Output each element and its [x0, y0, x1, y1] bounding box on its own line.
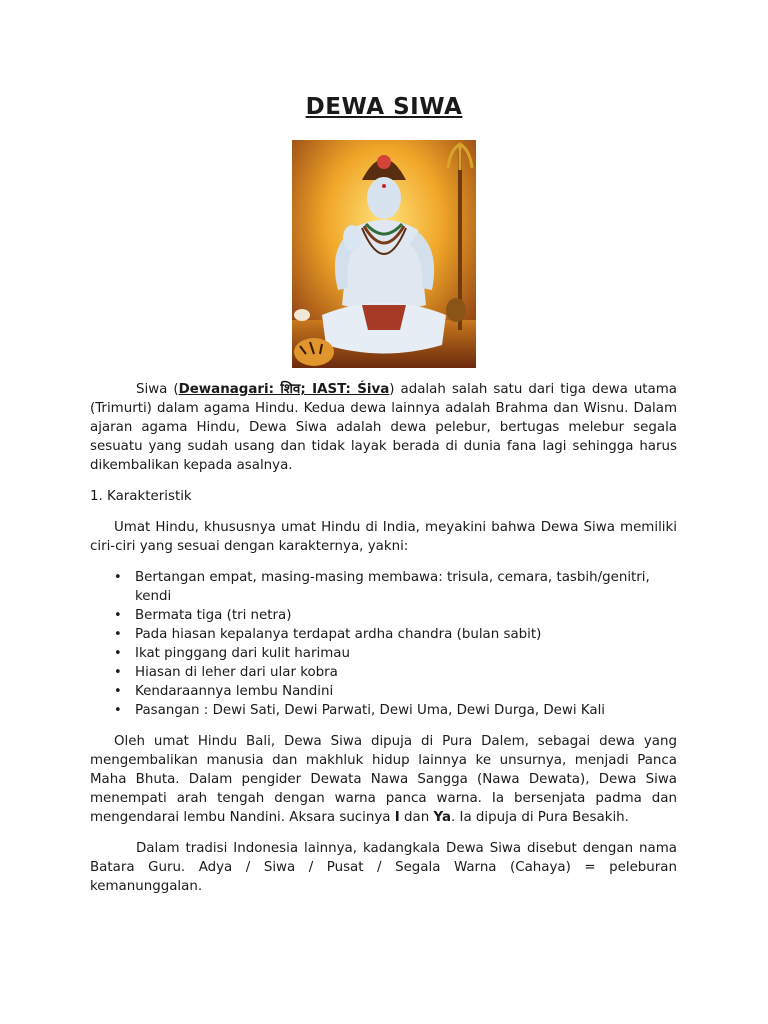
bali-paragraph — [90, 732, 677, 827]
page-title: DEWA SIWA — [305, 94, 463, 120]
intro-paragraph — [90, 380, 677, 475]
shiva-image — [292, 140, 476, 368]
list-item: • Pada hiasan kepalanya terdapat ardha chandra (bulan sabit) — [90, 625, 677, 644]
section-heading: 1. Karakteristik — [90, 489, 192, 504]
devanagari-link[interactable]: Dewanagari: शिव; IAST: Śiva — [178, 382, 390, 397]
bali-text: Oleh umat Hindu Bali, Dewa Siwa dipuja di Pura Dalem, sebagai dewa yang mengembalikan manusia dan makhluk hidup lainnya ke unsurnya, menjadi Panca Maha Bhuta. Dalam pengider Dewata Nawa Sangga (Nawa Dewata), Dewa Siwa menempati arah tengah dengan warna panca warna. Ia bersenjata padma dan mengendarai lembu Nandini. Aksara sucinya — [90, 734, 677, 825]
article-body — [90, 380, 677, 896]
bali-and: dan — [399, 810, 434, 825]
intro-text-end: ) adalah salah satu dari tiga dewa utama (Trimurti) dalam agama Hindu. Kedua dewa lainnya adalah Brahma dan Wisnu. Dalam ajaran agama Hindu, Dewa Siwa adalah dewa pelebur, bertugas melebur segala sesuatu yang sudah usang dan tidak layak berada di dunia fana lagi sehingga harus dikembalikan kepada asalnya. — [90, 382, 678, 473]
traits-list — [90, 568, 677, 720]
intro-text-start: Siwa ( — [136, 382, 179, 397]
tradition-paragraph: Dalam tradisi Indonesia lainnya, kadangkala Dewa Siwa disebut dengan nama Batara Guru. Adya / Siwa / Pusat / Segala Warna (Cahaya) = peleburan kemanunggalan. — [90, 841, 677, 894]
shiva-illustration — [292, 140, 476, 368]
list-item: • Bermata tiga (tri netra) — [90, 606, 677, 625]
aksara-ya: Ya — [433, 810, 451, 825]
bali-end: . Ia dipuja di Pura Besakih. — [451, 810, 629, 825]
characteristics-intro: Umat Hindu, khususnya umat Hindu di India, meyakini bahwa Dewa Siwa memiliki ciri-ciri yang sesuai dengan karakternya, yakni: — [90, 520, 677, 554]
list-item: • Hiasan di leher dari ular kobra — [90, 663, 677, 682]
list-item: • Ikat pinggang dari kulit harimau — [90, 644, 677, 663]
aksara-i: I — [394, 810, 400, 825]
list-item: • Bertangan empat, masing-masing membawa: trisula, cemara, tasbih/genitri, kendi — [90, 568, 677, 606]
list-item: • Pasangan : Dewi Sati, Dewi Parwati, Dewi Uma, Dewi Durga, Dewi Kali — [90, 701, 677, 720]
list-item: • Kendaraannya lembu Nandini — [90, 682, 677, 701]
